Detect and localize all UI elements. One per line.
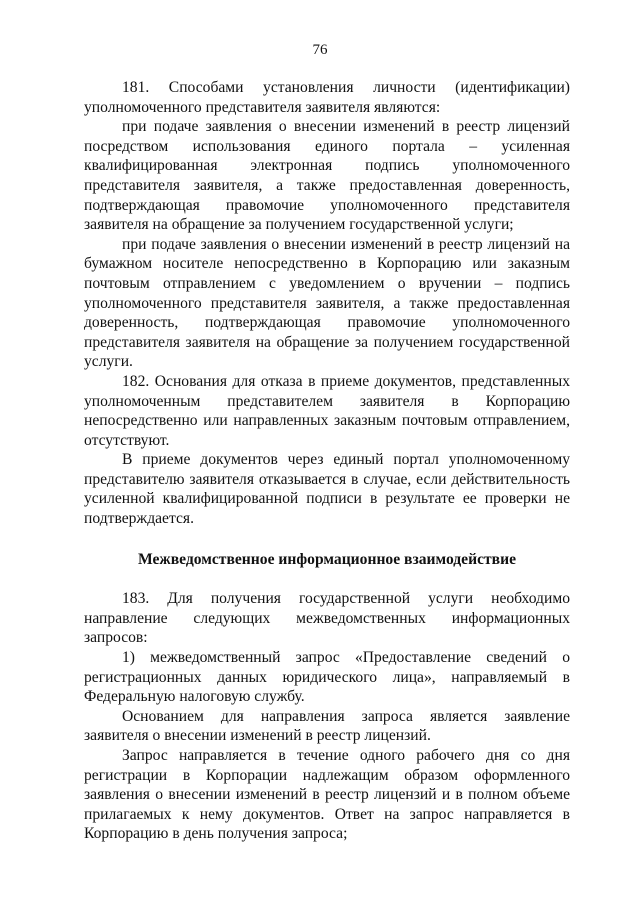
document-body	[84, 78, 570, 844]
paragraph-183-basis: Основанием для направления запроса является заявление заявителя о внесении изменений в реестр лицензий.	[84, 707, 570, 745]
paragraph-183-item-1: 1) межведомственный запрос «Предоставление сведений о регистрационных данных юридического лица», направляемый в Федеральную налоговую службу.	[84, 649, 570, 706]
page-number: 76	[312, 42, 328, 58]
paragraph-181-paper: при подаче заявления о внесении изменений в реестр лицензий на бумажном носителе непосредственно в Корпорацию или заказным почтовым отправлением с уведомлением о вручении – подпись уполномоченного представителя заявителя, а также предоставленная доверенность, подтверждающая правомочие уполномоченного представителя заявителя на обращение за получением государственной услуги.	[84, 235, 570, 371]
paragraph-181: 181. Способами установления личности (идентификации) уполномоченного представителя заявителя являются:	[84, 79, 570, 116]
paragraph-183-send: Запрос направляется в течение одного рабочего дня со дня регистрации в Корпорации надлежащим образом оформленного заявления о внесении изменений в реестр лицензий и в полном объеме прилагаемых к нему документов. Ответ на запрос направляется в Корпорацию в день получения запроса;	[84, 747, 570, 843]
paragraph-181-portal: при подаче заявления о внесении изменений в реестр лицензий посредством использования единого портала – усиленная квалифицированная электронная подпись уполномоченного представителя заявителя, а также предоставленная доверенность, подтверждающая правомочие уполномоченного представителя заявителя на обращение за получением государственной услуги;	[84, 118, 570, 234]
paragraph-182: 182. Основания для отказа в приеме документов, представленных уполномоченным представителем заявителя в Корпорацию непосредственно или направленных заказным почтовым отправлением, отсутствуют.	[84, 372, 570, 449]
section-heading: Межведомственное информационное взаимодействие	[138, 550, 516, 568]
paragraph-182-refusal: В приеме документов через единый портал уполномоченному представителю заявителя отказывается в случае, если действительность усиленной квалифицированной подписи в результате ее проверки не подтверждается.	[84, 451, 570, 528]
paragraph-183: 183. Для получения государственной услуги необходимо направление следующих межведомственных информационных запросов:	[84, 590, 570, 647]
